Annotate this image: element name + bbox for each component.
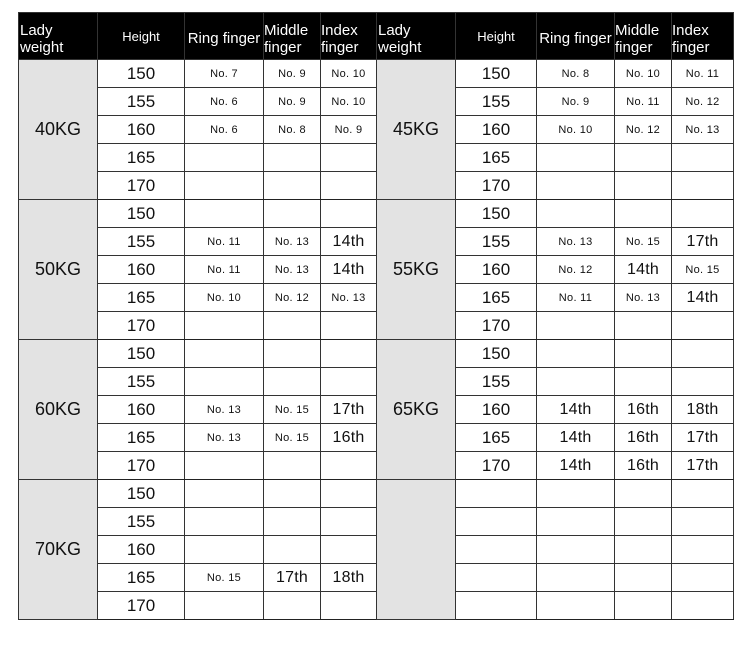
table-row [19, 312, 734, 340]
ring-finger-size-cell: No. 13 [185, 396, 264, 424]
height-cell: 155 [456, 228, 537, 256]
ring-finger-size-cell: No. 11 [537, 284, 615, 312]
header-ring-finger: Ring finger [537, 13, 615, 60]
index-finger-size-cell: 17th [672, 452, 734, 480]
empty-cell [537, 508, 615, 536]
index-finger-size-cell: No. 13 [321, 284, 377, 312]
index-finger-size-cell [672, 144, 734, 172]
table-row [19, 116, 734, 144]
index-finger-size-cell: No. 13 [672, 116, 734, 144]
height-cell: 160 [456, 396, 537, 424]
header-middle-finger: Middle finger [615, 13, 672, 60]
weight-cell: 60KG [19, 340, 98, 480]
height-cell: 155 [98, 508, 185, 536]
index-finger-size-cell [321, 200, 377, 228]
index-finger-size-cell: 14th [672, 284, 734, 312]
index-finger-size-cell [321, 480, 377, 508]
height-cell: 155 [98, 88, 185, 116]
middle-finger-size-cell [264, 172, 321, 200]
empty-cell [537, 592, 615, 620]
index-finger-size-cell: 18th [672, 396, 734, 424]
index-finger-size-cell: No. 10 [321, 60, 377, 88]
ring-finger-size-cell: No. 15 [185, 564, 264, 592]
empty-cell [672, 536, 734, 564]
ring-finger-size-cell [185, 592, 264, 620]
weight-cell: 65KG [377, 340, 456, 480]
header-height: Height [98, 13, 185, 60]
table-row [19, 452, 734, 480]
ring-finger-size-cell: No. 11 [185, 256, 264, 284]
height-cell: 150 [456, 340, 537, 368]
index-finger-size-cell [672, 312, 734, 340]
middle-finger-size-cell: No. 15 [264, 424, 321, 452]
middle-finger-size-cell [264, 452, 321, 480]
empty-cell [615, 564, 672, 592]
middle-finger-size-cell: No. 11 [615, 88, 672, 116]
height-cell: 165 [98, 144, 185, 172]
ring-finger-size-cell: 14th [537, 424, 615, 452]
height-cell: 170 [98, 452, 185, 480]
ring-finger-size-cell [185, 172, 264, 200]
table-row [19, 144, 734, 172]
table-row [19, 368, 734, 396]
ring-finger-size-cell: No. 10 [185, 284, 264, 312]
middle-finger-size-cell: 17th [264, 564, 321, 592]
ring-finger-size-cell: No. 13 [537, 228, 615, 256]
height-cell: 165 [456, 144, 537, 172]
table-body [19, 60, 734, 620]
index-finger-size-cell: 14th [321, 228, 377, 256]
ring-finger-size-cell: No. 6 [185, 116, 264, 144]
height-cell: 160 [98, 536, 185, 564]
ring-finger-size-cell [185, 312, 264, 340]
height-cell: 160 [456, 256, 537, 284]
ring-finger-size-cell: No. 11 [185, 228, 264, 256]
middle-finger-size-cell: No. 9 [264, 60, 321, 88]
table-row [19, 88, 734, 116]
ring-finger-size-cell [185, 452, 264, 480]
empty-cell [615, 592, 672, 620]
empty-cell [456, 536, 537, 564]
header-height: Height [456, 13, 537, 60]
middle-finger-size-cell: No. 12 [615, 116, 672, 144]
height-cell: 170 [98, 312, 185, 340]
middle-finger-size-cell: No. 12 [264, 284, 321, 312]
table-row [19, 172, 734, 200]
ring-finger-size-cell [537, 368, 615, 396]
header-index-finger: Index finger [672, 13, 734, 60]
empty-cell [615, 480, 672, 508]
ring-finger-size-cell [185, 340, 264, 368]
ring-finger-size-cell: No. 12 [537, 256, 615, 284]
index-finger-size-cell [672, 172, 734, 200]
header-index-finger: Index finger [321, 13, 377, 60]
table-row [19, 256, 734, 284]
middle-finger-size-cell: No. 9 [264, 88, 321, 116]
index-finger-size-cell: No. 11 [672, 60, 734, 88]
ring-finger-size-cell [185, 480, 264, 508]
table-row [19, 340, 734, 368]
empty-cell [615, 508, 672, 536]
ring-finger-size-cell [185, 368, 264, 396]
ring-finger-size-cell: No. 10 [537, 116, 615, 144]
empty-cell [456, 564, 537, 592]
table-row [19, 564, 734, 592]
index-finger-size-cell [672, 200, 734, 228]
header-middle-finger: Middle finger [264, 13, 321, 60]
middle-finger-size-cell [615, 368, 672, 396]
middle-finger-size-cell: 14th [615, 256, 672, 284]
index-finger-size-cell [321, 144, 377, 172]
height-cell: 165 [456, 284, 537, 312]
height-cell: 155 [98, 228, 185, 256]
middle-finger-size-cell [264, 480, 321, 508]
index-finger-size-cell [321, 368, 377, 396]
ring-finger-size-cell [185, 200, 264, 228]
ring-finger-size-cell: 14th [537, 396, 615, 424]
ring-finger-size-cell: No. 7 [185, 60, 264, 88]
empty-cell [537, 564, 615, 592]
index-finger-size-cell: 18th [321, 564, 377, 592]
middle-finger-size-cell: No. 13 [615, 284, 672, 312]
height-cell: 160 [98, 256, 185, 284]
index-finger-size-cell: No. 10 [321, 88, 377, 116]
table-row [19, 508, 734, 536]
height-cell: 150 [98, 340, 185, 368]
height-cell: 150 [98, 60, 185, 88]
middle-finger-size-cell: No. 15 [615, 228, 672, 256]
middle-finger-size-cell [615, 172, 672, 200]
height-cell: 160 [456, 116, 537, 144]
height-cell: 170 [98, 592, 185, 620]
middle-finger-size-cell [264, 592, 321, 620]
height-cell: 150 [98, 200, 185, 228]
height-cell: 165 [98, 424, 185, 452]
ring-finger-size-cell: 14th [537, 452, 615, 480]
index-finger-size-cell: 17th [672, 424, 734, 452]
height-cell: 170 [456, 172, 537, 200]
table-row [19, 424, 734, 452]
index-finger-size-cell [321, 592, 377, 620]
weight-cell: 55KG [377, 200, 456, 340]
index-finger-size-cell: No. 9 [321, 116, 377, 144]
height-cell: 155 [456, 88, 537, 116]
height-cell: 170 [456, 312, 537, 340]
height-cell: 160 [98, 116, 185, 144]
middle-finger-size-cell [615, 340, 672, 368]
index-finger-size-cell [321, 172, 377, 200]
ring-finger-size-cell [185, 536, 264, 564]
empty-cell [672, 564, 734, 592]
index-finger-size-cell: 16th [321, 424, 377, 452]
table-row [19, 284, 734, 312]
index-finger-size-cell: 17th [672, 228, 734, 256]
weight-cell: 50KG [19, 200, 98, 340]
middle-finger-size-cell: No. 13 [264, 228, 321, 256]
middle-finger-size-cell [264, 312, 321, 340]
table-row [19, 396, 734, 424]
middle-finger-size-cell: 16th [615, 424, 672, 452]
ring-finger-size-cell: No. 6 [185, 88, 264, 116]
index-finger-size-cell: 14th [321, 256, 377, 284]
empty-cell [537, 536, 615, 564]
height-cell: 155 [456, 368, 537, 396]
index-finger-size-cell [321, 452, 377, 480]
empty-cell [456, 480, 537, 508]
index-finger-size-cell [321, 340, 377, 368]
table-row [19, 60, 734, 88]
empty-cell [456, 508, 537, 536]
empty-cell [672, 480, 734, 508]
middle-finger-size-cell: No. 13 [264, 256, 321, 284]
ring-finger-size-cell [537, 200, 615, 228]
height-cell: 150 [98, 480, 185, 508]
height-cell: 155 [98, 368, 185, 396]
height-cell: 150 [456, 60, 537, 88]
middle-finger-size-cell [264, 368, 321, 396]
weight-cell-empty [377, 480, 456, 620]
table-row [19, 228, 734, 256]
empty-cell [537, 480, 615, 508]
header-ring-finger: Ring finger [185, 13, 264, 60]
middle-finger-size-cell [264, 200, 321, 228]
table-header [19, 13, 734, 60]
middle-finger-size-cell: 16th [615, 452, 672, 480]
height-cell: 170 [98, 172, 185, 200]
table-row [19, 200, 734, 228]
ring-size-table [18, 12, 734, 620]
index-finger-size-cell: No. 12 [672, 88, 734, 116]
ring-finger-size-cell [185, 508, 264, 536]
weight-cell: 40KG [19, 60, 98, 200]
middle-finger-size-cell [615, 200, 672, 228]
middle-finger-size-cell: No. 15 [264, 396, 321, 424]
height-cell: 165 [98, 284, 185, 312]
index-finger-size-cell [321, 312, 377, 340]
empty-cell [456, 592, 537, 620]
ring-finger-size-cell: No. 9 [537, 88, 615, 116]
header-lady-weight: Lady weight [19, 13, 98, 60]
table-row [19, 592, 734, 620]
middle-finger-size-cell: 16th [615, 396, 672, 424]
index-finger-size-cell [321, 508, 377, 536]
ring-finger-size-cell [537, 144, 615, 172]
middle-finger-size-cell [615, 312, 672, 340]
ring-finger-size-cell [537, 312, 615, 340]
height-cell: 170 [456, 452, 537, 480]
index-finger-size-cell: 17th [321, 396, 377, 424]
height-cell: 165 [98, 564, 185, 592]
height-cell: 165 [456, 424, 537, 452]
index-finger-size-cell [672, 340, 734, 368]
empty-cell [672, 592, 734, 620]
middle-finger-size-cell [264, 144, 321, 172]
middle-finger-size-cell: No. 10 [615, 60, 672, 88]
table-row [19, 536, 734, 564]
middle-finger-size-cell [264, 508, 321, 536]
weight-cell: 70KG [19, 480, 98, 620]
ring-finger-size-cell [537, 172, 615, 200]
table-row [19, 480, 734, 508]
middle-finger-size-cell [264, 340, 321, 368]
height-cell: 160 [98, 396, 185, 424]
ring-finger-size-cell [185, 144, 264, 172]
middle-finger-size-cell [615, 144, 672, 172]
weight-cell: 45KG [377, 60, 456, 200]
height-cell: 150 [456, 200, 537, 228]
middle-finger-size-cell [264, 536, 321, 564]
middle-finger-size-cell: No. 8 [264, 116, 321, 144]
empty-cell [615, 536, 672, 564]
index-finger-size-cell [672, 368, 734, 396]
ring-finger-size-cell: No. 13 [185, 424, 264, 452]
ring-finger-size-cell [537, 340, 615, 368]
index-finger-size-cell [321, 536, 377, 564]
empty-cell [672, 508, 734, 536]
header-lady-weight: Lady weight [377, 13, 456, 60]
index-finger-size-cell: No. 15 [672, 256, 734, 284]
ring-finger-size-cell: No. 8 [537, 60, 615, 88]
